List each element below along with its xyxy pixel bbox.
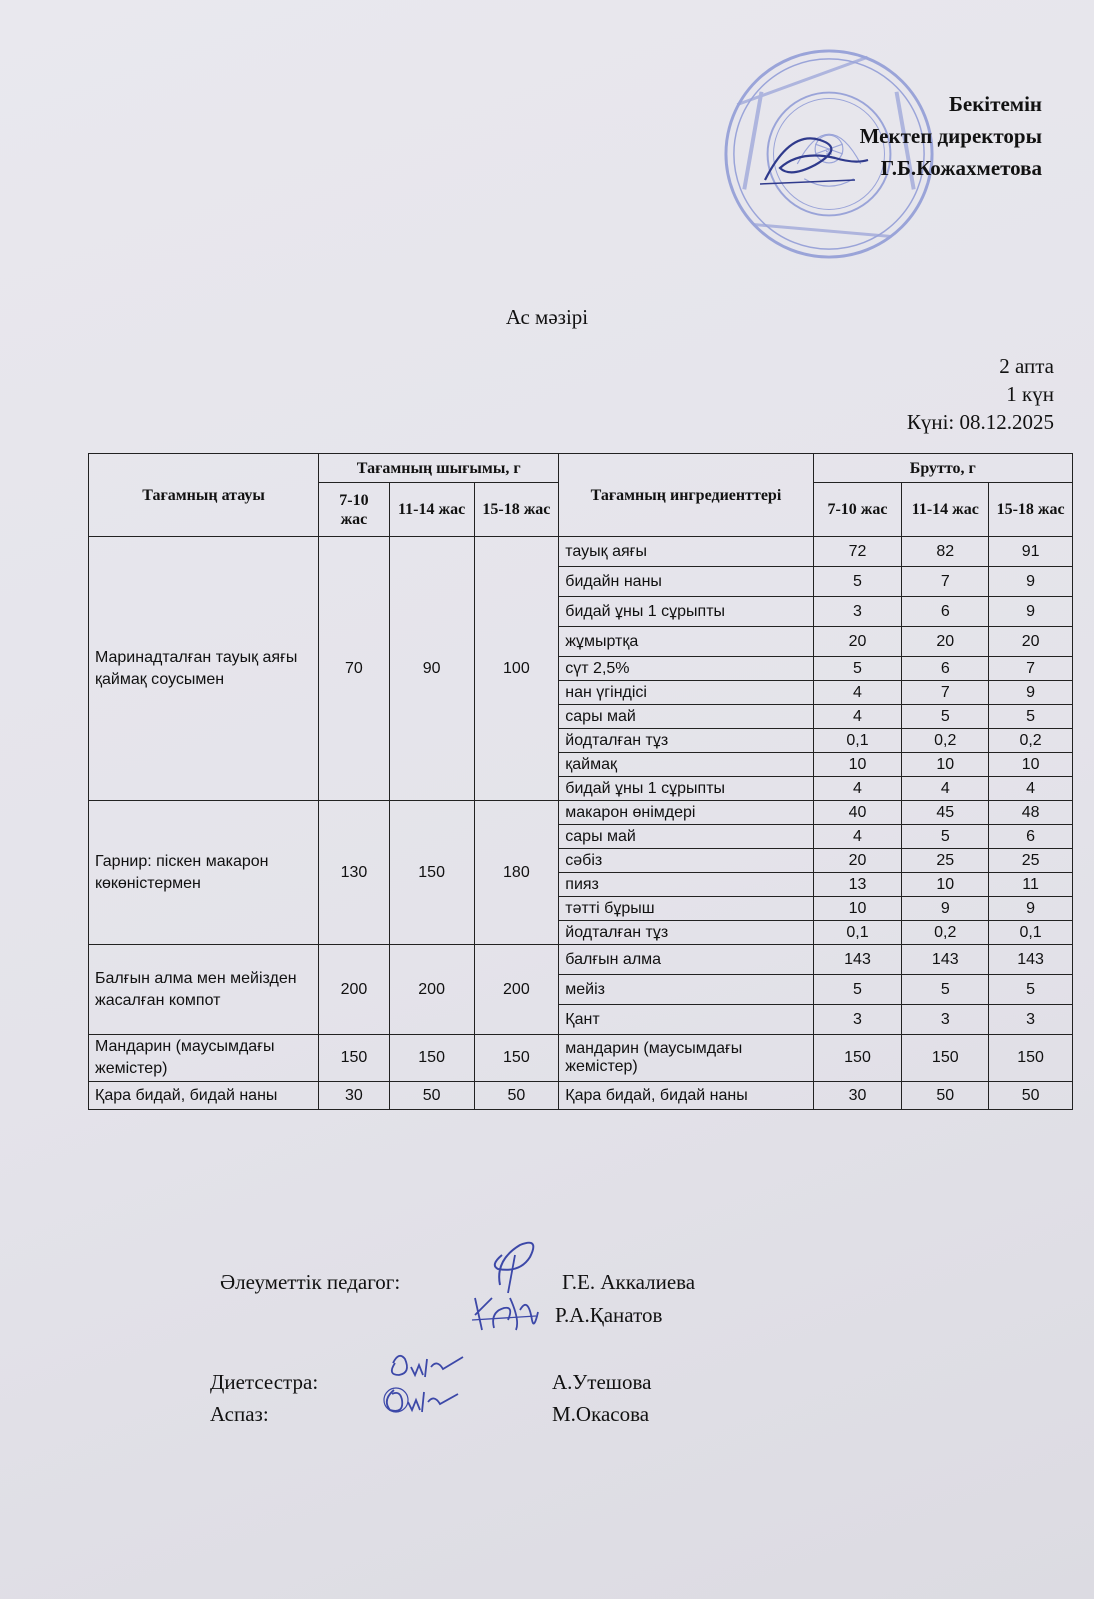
brutto-value: 9 [989,567,1073,597]
brutto-value: 4 [902,777,989,801]
header-output-age-15-18: 15-18 жас [474,483,559,537]
week-label: 2 апта [999,354,1054,378]
brutto-value: 4 [813,777,902,801]
ingredient-name: пияз [559,873,813,897]
ingredient-name: сүт 2,5% [559,657,813,681]
brutto-value: 25 [902,849,989,873]
header-brutto-age-7-10: 7-10 жас [813,483,902,537]
dish-name: Қара бидай, бидай наны [89,1082,319,1110]
ingredient-name: мейіз [559,975,813,1005]
brutto-value: 143 [902,945,989,975]
ingredient-name: бидайн наны [559,567,813,597]
ingredient-name: сары май [559,705,813,729]
brutto-value: 5 [989,705,1073,729]
second-signatory-name: Р.А.Қанатов [555,1303,663,1327]
dish-name: Гарнир: піскен макарон көкөністермен [89,801,319,945]
ingredient-name: йодталған тұз [559,729,813,753]
header-output-age-7-10: 7-10 жас [319,483,390,537]
brutto-value: 5 [813,567,902,597]
brutto-value: 25 [989,849,1073,873]
dish-name: Маринадталған тауық аяғы қаймақ соусымен [89,537,319,801]
brutto-value: 0,2 [902,921,989,945]
brutto-value: 20 [813,627,902,657]
brutto-value: 10 [902,873,989,897]
brutto-value: 0,2 [989,729,1073,753]
dish-output-value: 200 [389,945,474,1035]
dish-output-value: 200 [474,945,559,1035]
brutto-value: 7 [902,567,989,597]
cook-name: М.Окасова [552,1402,650,1426]
day-label: 1 күн [1006,382,1054,406]
ingredient-name: тауық аяғы [559,537,813,567]
header-output: Тағамның шығымы, г [319,454,559,483]
brutto-value: 9 [989,597,1073,627]
dish-output-value: 50 [389,1082,474,1110]
dish-output-value: 100 [474,537,559,801]
header-dish-name: Тағамның атауы [89,454,319,537]
ingredient-name: мандарин (маусымдағы жемістер) [559,1035,813,1082]
brutto-value: 20 [902,627,989,657]
brutto-value: 6 [989,825,1073,849]
brutto-value: 40 [813,801,902,825]
ingredient-name: нан үгіндісі [559,681,813,705]
svg-text:✻: ✻ [825,147,833,158]
brutto-value: 10 [902,753,989,777]
brutto-value: 5 [902,825,989,849]
brutto-value: 10 [813,897,902,921]
brutto-value: 3 [989,1005,1073,1035]
brutto-value: 4 [813,705,902,729]
ingredient-name: сары май [559,825,813,849]
cook-signature [380,1380,460,1416]
ingredient-name: сәбіз [559,849,813,873]
brutto-value: 9 [989,681,1073,705]
ingredient-name: макарон өнімдері [559,801,813,825]
dish-output-value: 180 [474,801,559,945]
brutto-value: 7 [989,657,1073,681]
dish-output-value: 200 [319,945,390,1035]
brutto-value: 50 [989,1082,1073,1110]
header-brutto-age-11-14: 11-14 жас [902,483,989,537]
ingredient-name: бидай ұны 1 сұрыпты [559,777,813,801]
dish-output-value: 150 [474,1035,559,1082]
brutto-value: 50 [902,1082,989,1110]
ingredient-name: жұмыртқа [559,627,813,657]
brutto-value: 143 [989,945,1073,975]
social-pedagogue-signature [480,1235,550,1295]
brutto-value: 150 [902,1035,989,1082]
dish-output-value: 30 [319,1082,390,1110]
header-ingredients: Тағамның ингредиенттері [559,454,813,537]
dish-output-value: 150 [319,1035,390,1082]
dish-output-value: 90 [389,537,474,801]
brutto-value: 72 [813,537,902,567]
dietary-nurse-label: Диетсестра: [210,1370,319,1394]
ingredient-name: йодталған тұз [559,921,813,945]
social-pedagogue-label: Әлеуметтік педагог: [220,1270,401,1294]
brutto-value: 0,1 [813,729,902,753]
second-signature [470,1290,540,1335]
brutto-value: 10 [813,753,902,777]
header-brutto-age-15-18: 15-18 жас [989,483,1073,537]
brutto-value: 5 [813,657,902,681]
ingredient-name: Қара бидай, бидай наны [559,1082,813,1110]
brutto-value: 82 [902,537,989,567]
brutto-value: 9 [902,897,989,921]
brutto-value: 13 [813,873,902,897]
brutto-value: 5 [902,975,989,1005]
dietary-nurse-signature [385,1345,465,1381]
brutto-value: 4 [989,777,1073,801]
dish-output-value: 130 [319,801,390,945]
dish-output-value: 150 [389,801,474,945]
brutto-value: 7 [902,681,989,705]
brutto-value: 5 [813,975,902,1005]
dish-name: Балғын алма мен мейізден жасалған компот [89,945,319,1035]
approval-position: Мектеп директоры [859,124,1042,148]
brutto-value: 6 [902,657,989,681]
brutto-value: 150 [813,1035,902,1082]
brutto-value: 45 [902,801,989,825]
brutto-value: 0,2 [902,729,989,753]
brutto-value: 5 [989,975,1073,1005]
brutto-value: 20 [989,627,1073,657]
header-brutto: Брутто, г [813,454,1072,483]
brutto-value: 6 [902,597,989,627]
brutto-value: 91 [989,537,1073,567]
brutto-value: 30 [813,1082,902,1110]
dish-output-value: 70 [319,537,390,801]
brutto-value: 3 [813,597,902,627]
approval-heading: Бекітемін [948,92,1042,116]
brutto-value: 3 [902,1005,989,1035]
header-output-age-11-14: 11-14 жас [389,483,474,537]
dish-output-value: 50 [474,1082,559,1110]
approval-director-name: Г.Б.Кожахметова [880,156,1042,180]
social-pedagogue-name: Г.Е. Аккалиева [562,1270,696,1294]
dish-output-value: 150 [389,1035,474,1082]
ingredient-name: балғын алма [559,945,813,975]
brutto-value: 143 [813,945,902,975]
brutto-value: 3 [813,1005,902,1035]
dietary-nurse-name: А.Утешова [552,1370,652,1394]
cook-label: Аспаз: [210,1402,269,1426]
brutto-value: 11 [989,873,1073,897]
ingredient-name: Қант [559,1005,813,1035]
brutto-value: 9 [989,897,1073,921]
document-title: Ас мәзірі [505,305,589,329]
brutto-value: 20 [813,849,902,873]
dish-name: Мандарин (маусымдағы жемістер) [89,1035,319,1082]
date-label: Күні: 08.12.2025 [906,410,1054,434]
brutto-value: 4 [813,681,902,705]
brutto-value: 5 [902,705,989,729]
brutto-value: 48 [989,801,1073,825]
brutto-value: 4 [813,825,902,849]
brutto-value: 10 [989,753,1073,777]
ingredient-name: бидай ұны 1 сұрыпты [559,597,813,627]
ingredient-name: тәтті бұрыш [559,897,813,921]
brutto-value: 0,1 [813,921,902,945]
brutto-value: 150 [989,1035,1073,1082]
brutto-value: 0,1 [989,921,1073,945]
ingredient-name: қаймақ [559,753,813,777]
